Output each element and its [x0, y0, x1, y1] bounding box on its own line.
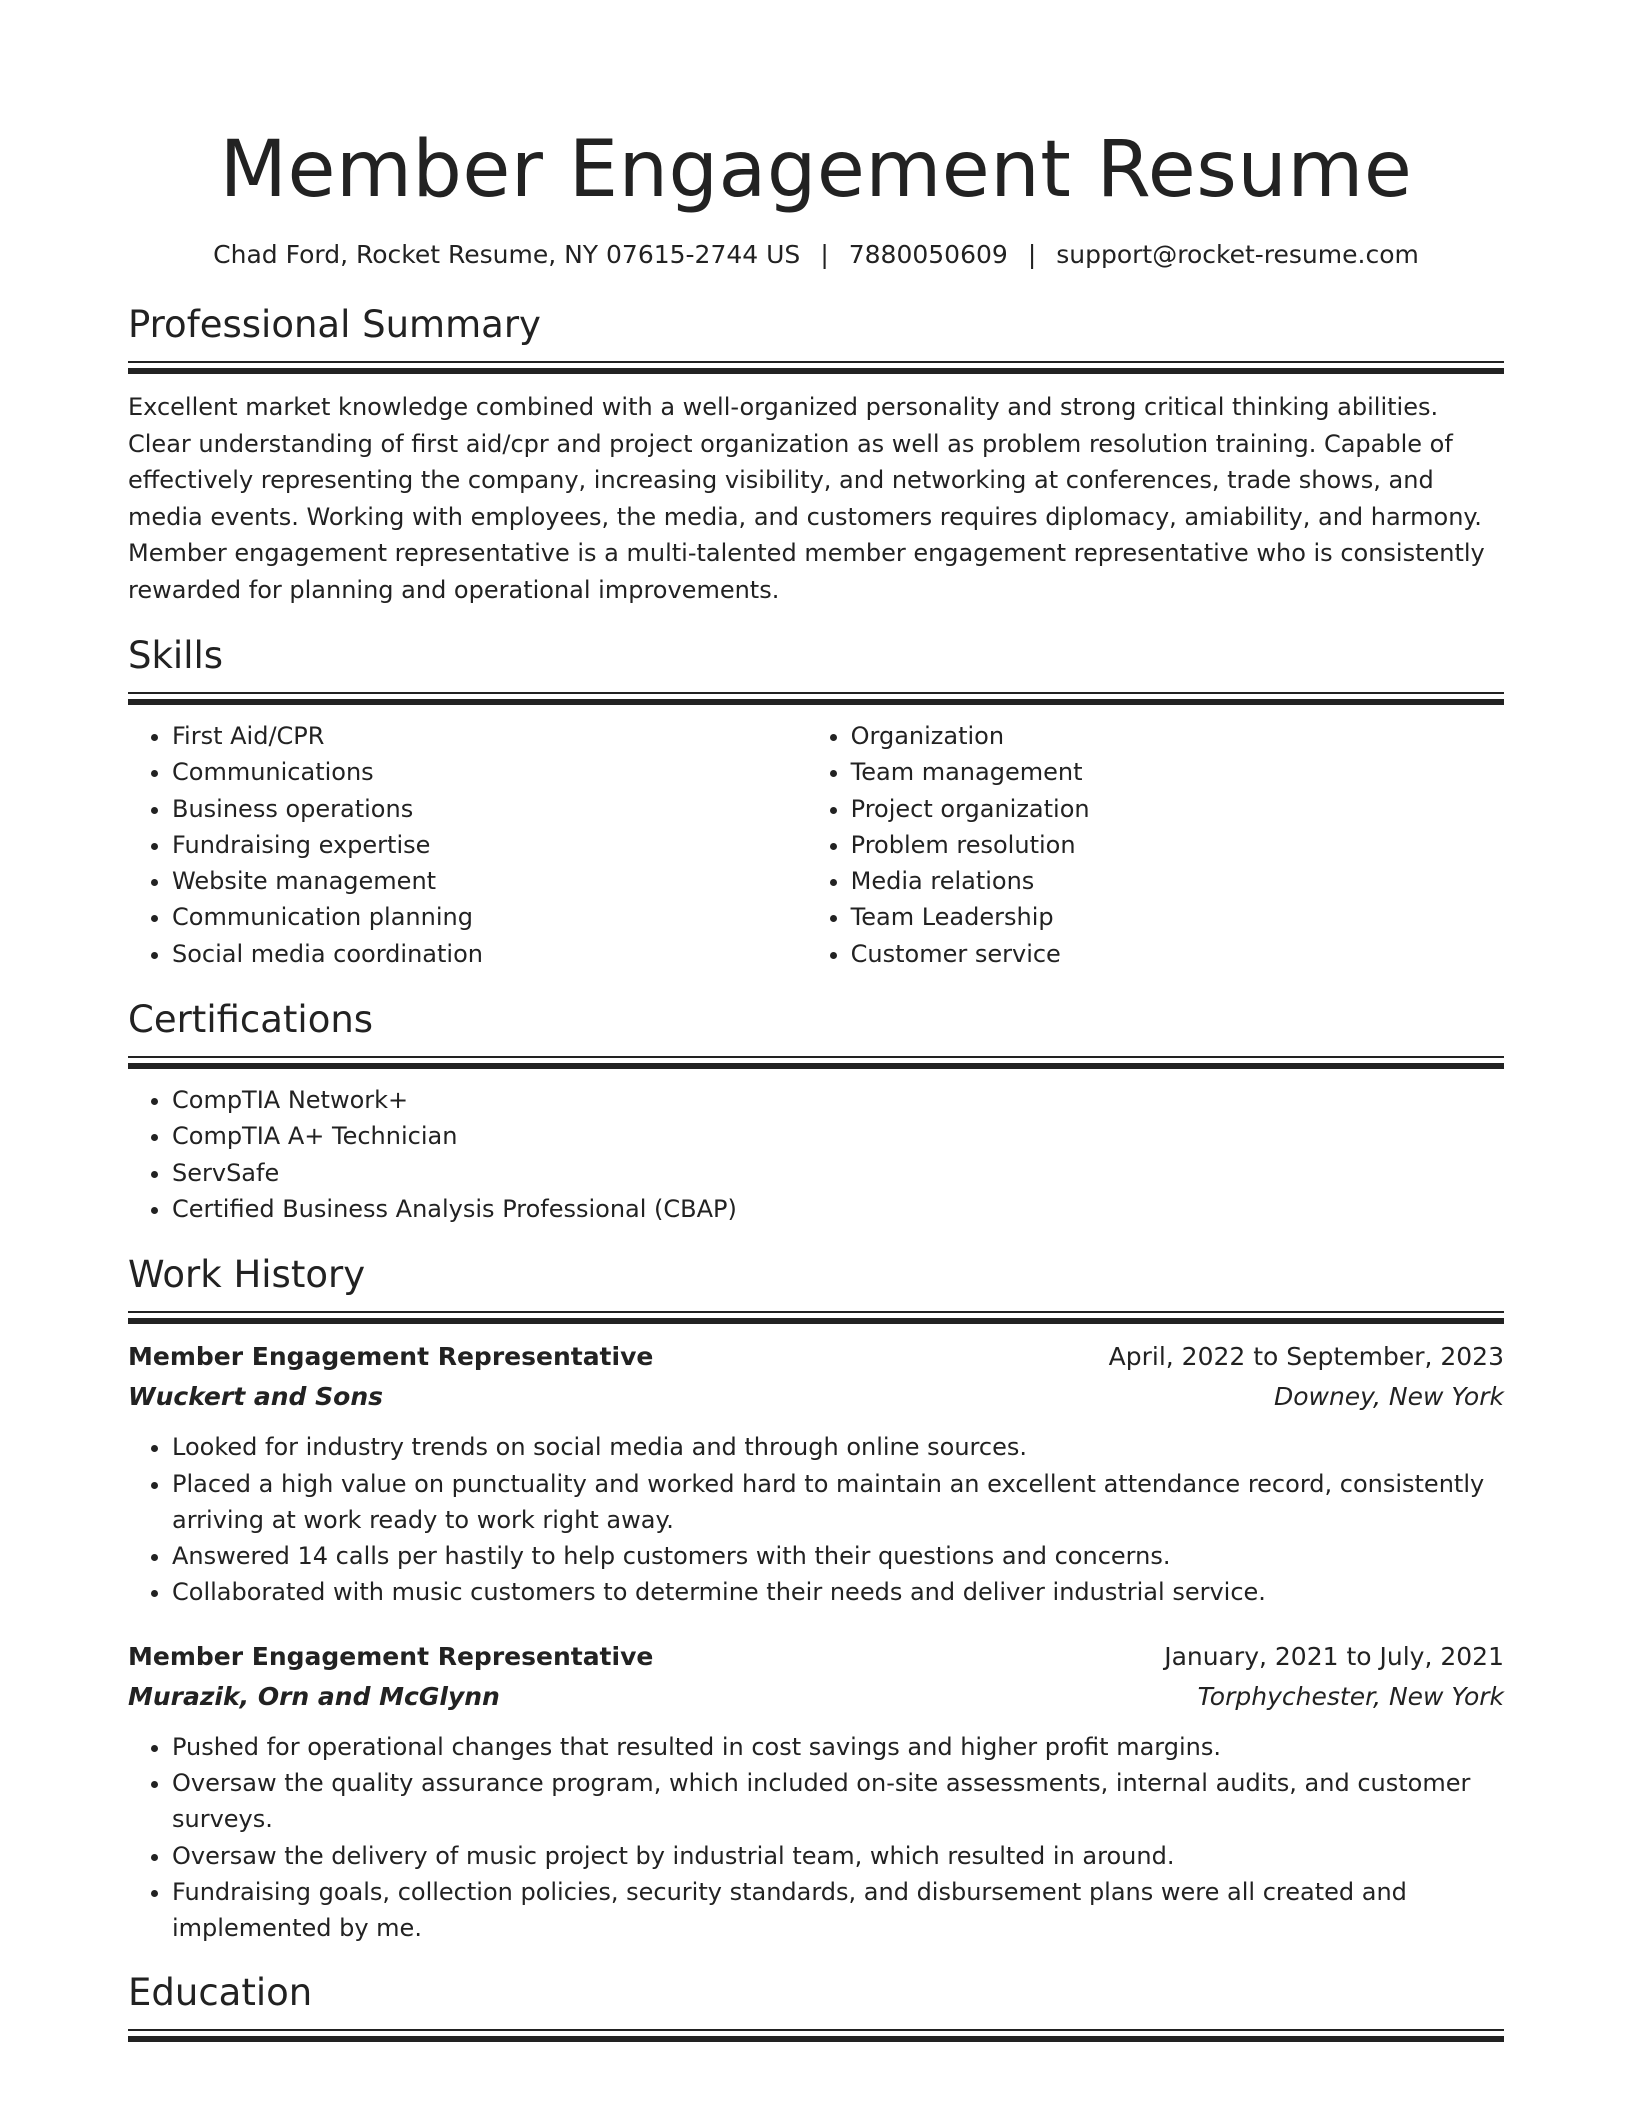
job-title: Member Engagement Representative — [128, 1342, 654, 1372]
job-duty: • Answered 14 calls per hastily to help customers with their questions and concerns. — [172, 1538, 1504, 1574]
section-divider — [128, 1311, 1504, 1325]
job-company: Wuckert and Sons — [128, 1382, 383, 1412]
skills-columns — [128, 718, 1504, 972]
job-duty: • Pushed for operational changes that resulted in cost savings and higher profit margins. — [172, 1729, 1504, 1765]
skill-item: • Problem resolution — [851, 827, 1504, 863]
job-subheader — [128, 1677, 1504, 1717]
skill-item: • First Aid/CPR — [172, 718, 807, 754]
certifications-section — [128, 996, 1504, 1227]
job-duties — [128, 1729, 1504, 1947]
summary-text: Excellent market knowledge combined with a well-organized personality and strong critical thinking abilities. Clear understanding of first aid/cpr and project organization as well as problem resolution training. Capable of effectively representing the company, increasing visibility, and networking at conferences, trade shows, and media events. Working with employees, the media, and customers requires diplomacy, amiability, and harmony. Member engagement representative is a multi-talented member engagement representative who is consistently rewarded for planning and operational improvements. — [128, 393, 1485, 604]
section-title-skills: Skills — [128, 634, 224, 677]
job-header — [128, 1637, 1504, 1677]
skill-item: • Team management — [851, 754, 1504, 790]
section-title-certifications: Certifications — [128, 998, 374, 1042]
section-divider — [128, 692, 1504, 706]
contact-address: Chad Ford, Rocket Resume, NY 07615-2744 US — [213, 240, 801, 269]
skill-item: • Customer service — [851, 936, 1504, 972]
certification-item: • CompTIA A+ Technician — [172, 1118, 1504, 1154]
skills-section — [128, 632, 1504, 972]
job-duty: • Placed a high value on punctuality and worked hard to maintain an excellent attendance record, consistently arriving at work ready to work right away. — [172, 1466, 1504, 1539]
job-entry — [128, 1637, 1504, 1947]
job-duty: • Oversaw the quality assurance program, which included on-site assessments, internal audits, and customer surveys. — [172, 1765, 1504, 1838]
skill-item: • Project organization — [851, 791, 1504, 827]
certification-item: • Certified Business Analysis Professional (CBAP) — [172, 1191, 1504, 1227]
certification-item: • ServSafe — [172, 1155, 1504, 1191]
skill-item: • Social media coordination — [172, 936, 807, 972]
skill-item: • Organization — [851, 718, 1504, 754]
skills-list-right — [807, 718, 1504, 972]
education-section — [128, 1969, 1504, 2043]
work-history-section — [128, 1251, 1504, 1946]
contact-email[interactable]: support@rocket-resume.com — [1056, 240, 1419, 269]
section-title-education: Education — [128, 1970, 313, 2014]
job-duty: • Oversaw the delivery of music project by industrial team, which resulted in around. — [172, 1838, 1504, 1874]
skill-item: • Business operations — [172, 791, 807, 827]
certification-item: • CompTIA Network+ — [172, 1082, 1504, 1118]
skill-item: • Website management — [172, 863, 807, 899]
section-title-summary: Professional Summary — [128, 303, 541, 346]
contact-phone: 7880050609 — [848, 240, 1008, 269]
job-title: Member Engagement Representative — [128, 1641, 654, 1671]
job-location: Downey, New York — [1273, 1382, 1504, 1412]
skill-item: • Communication planning — [172, 899, 807, 935]
section-divider — [128, 1056, 1504, 1070]
contact-line — [128, 238, 1504, 272]
job-duty: • Collaborated with music customers to determine their needs and deliver industrial service. — [172, 1574, 1504, 1610]
job-dates: April, 2022 to September, 2023 — [1108, 1342, 1504, 1372]
skill-item: • Fundraising expertise — [172, 827, 807, 863]
section-divider — [128, 2029, 1504, 2043]
job-location: Torphychester, New York — [1197, 1681, 1504, 1711]
job-header — [128, 1337, 1504, 1377]
job-duties — [128, 1429, 1504, 1610]
certifications-list — [128, 1082, 1504, 1227]
resume-content — [128, 0, 1504, 2043]
skills-list-left — [128, 718, 807, 972]
section-divider — [128, 361, 1504, 375]
contact-separator: | — [820, 240, 829, 269]
job-company: Murazik, Orn and McGlynn — [128, 1681, 500, 1711]
contact-separator: | — [1027, 240, 1037, 269]
skill-item: • Team Leadership — [851, 899, 1504, 935]
skill-item: • Media relations — [851, 863, 1504, 899]
resume-title: Member Engagement Resume — [219, 125, 1413, 215]
job-dates: January, 2021 to July, 2021 — [1164, 1641, 1504, 1671]
section-title-work-history: Work History — [128, 1253, 366, 1297]
job-duty: • Fundraising goals, collection policies, security standards, and disbursement plans were all created and implemented by me. — [172, 1874, 1504, 1947]
summary-section — [128, 301, 1504, 608]
skill-item: • Communications — [172, 754, 807, 790]
job-entry — [128, 1337, 1504, 1610]
job-subheader — [128, 1377, 1504, 1417]
job-duty: • Looked for industry trends on social media and through online sources. — [172, 1429, 1504, 1465]
